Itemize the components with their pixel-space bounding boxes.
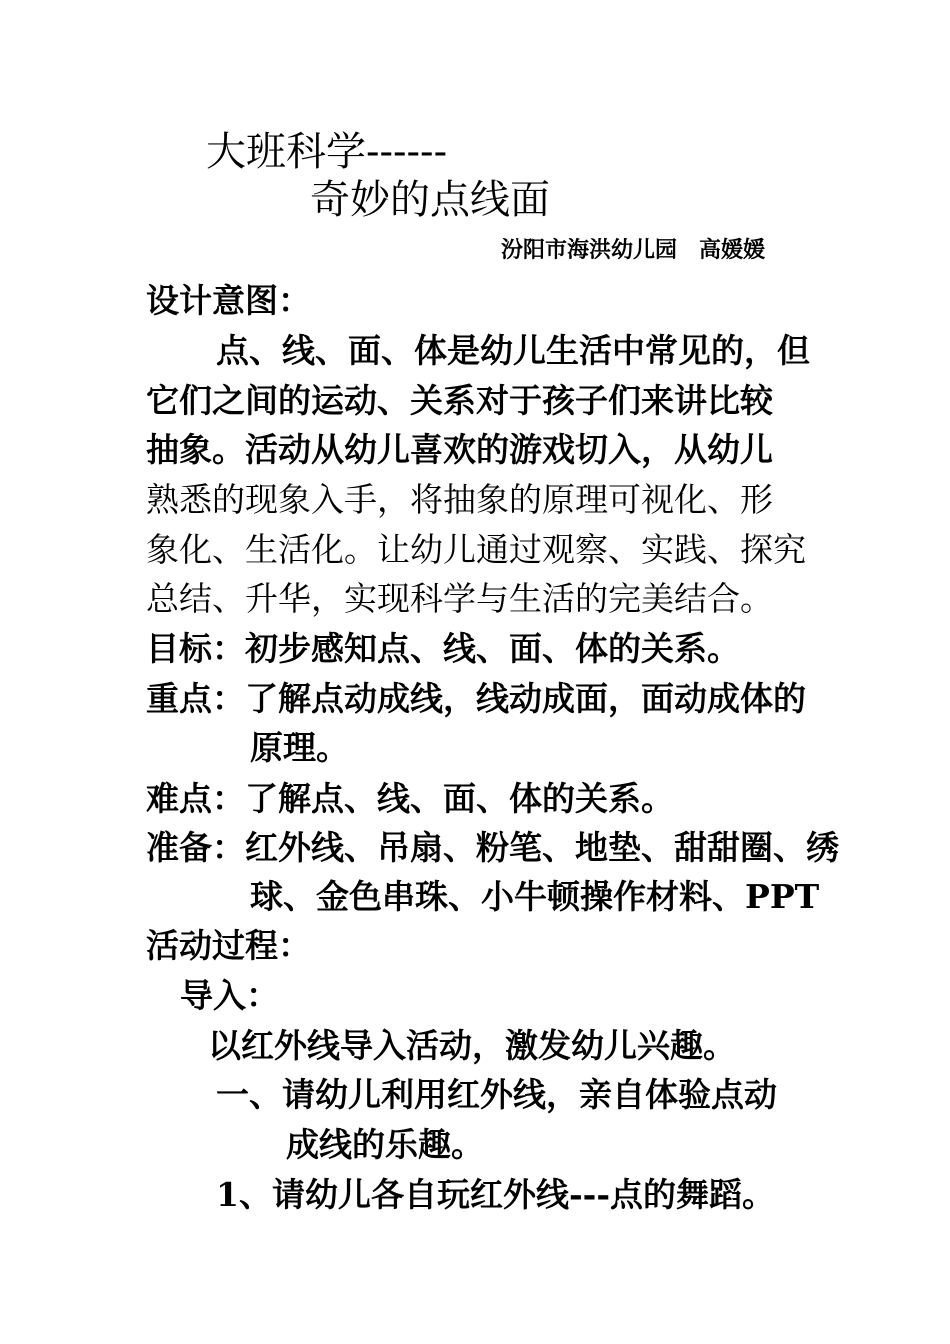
design-intent-line: 抽象。活动从幼儿喜欢的游戏切入，从幼儿 <box>146 430 773 469</box>
intro-heading: 导入： <box>180 976 279 1015</box>
design-intent-line: 点、线、面、体是幼儿生活中常见的，但 <box>216 331 810 370</box>
intro-text: 以红外线导入活动，激发幼儿兴趣。 <box>208 1026 736 1065</box>
preparation-line-2: 球、金色串珠、小牛顿操作材料、PPT <box>250 877 820 916</box>
design-intent-heading: 设计意图： <box>146 281 311 320</box>
design-intent-line: 它们之间的运动、关系对于孩子们来讲比较 <box>146 381 773 420</box>
title-line-2: 奇妙的点线面 <box>310 177 550 223</box>
key-point-line-2: 原理。 <box>250 728 349 767</box>
goal-line: 目标：初步感知点、线、面、体的关系。 <box>146 629 740 668</box>
process-heading: 活动过程： <box>146 926 311 965</box>
author-line: 汾阳市海洪幼儿园 高媛媛 <box>501 237 766 263</box>
difficulty-line: 难点：了解点、线、面、体的关系。 <box>146 779 674 818</box>
design-intent-line: 象化、生活化。让幼儿通过观察、实践、探究 <box>146 530 806 569</box>
step1-sub1-line: 1、请幼儿各自玩红外线---点的舞蹈。 <box>216 1175 776 1214</box>
design-intent-line: 熟悉的现象入手，将抽象的原理可视化、形 <box>146 480 773 519</box>
step1-line-2: 成线的乐趣。 <box>286 1125 484 1164</box>
preparation-line-1: 准备：红外线、吊扇、粉笔、地垫、甜甜圈、绣 <box>146 828 839 867</box>
design-intent-line: 总结、升华，实现科学与生活的完美结合。 <box>146 579 773 618</box>
step1-line-1: 一、请幼儿利用红外线，亲自体验点动 <box>216 1075 777 1114</box>
title-line-1: 大班科学------ <box>206 129 448 175</box>
key-point-line-1: 重点：了解点动成线，线动成面，面动成体的 <box>146 679 806 718</box>
